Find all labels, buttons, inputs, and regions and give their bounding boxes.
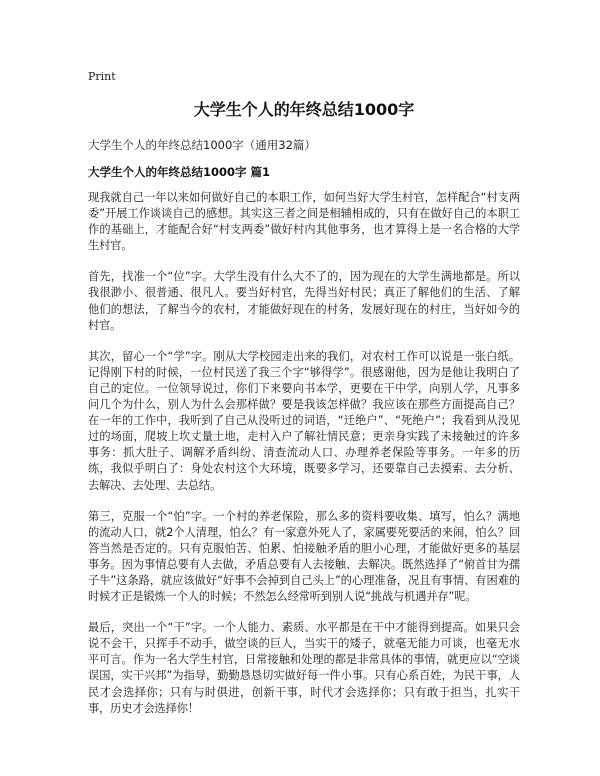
- section-heading: 大学生个人的年终总结1000字 篇1: [88, 165, 271, 179]
- page-title: 大学生个人的年终总结1000字: [193, 100, 415, 119]
- paragraph-action: 最后，突出一个“干”字。一个人能力、素质、水平都是在干中才能得到提高。如果只会说不会干，只挥手不动手，做空谈的巨人，当实干的矮子，就毫无能力可谈，也毫无水平可言。作为一名大学生村官，日常接触和处理的都是非常具体的事情，就更应以“空谈误国，实干兴邦”为指导，勤勤恳恳切实做好每一件小事。只有心系百姓，为民干事，人民才会选择你；只有与时俱进，创新干事，时代才会选择你；只有敢于担当，扎实干事，历史才会选择你！: [88, 621, 520, 715]
- print-label[interactable]: Print: [88, 70, 116, 83]
- paragraph-learn: 其次，留心一个“学”字。刚从大学校园走出来的我们，对农村工作可以说是一张白纸。记得刚下村的时候，一位村民送了我三个字“够得学”。很感谢他，因为是他让我明白了自己的定位。一位领导说过，你们下来要向书本学，更要在干中学，向别人学，凡事多问几个为什么，别人为什么会那样做？要是我该怎样做？我应该在那些方面提高自己？在一年的工作中，我听到了自己从没听过的词语，“迁绝户”、“死绝户”；我看到从没见过的场面，爬坡上坎丈量土地，走村入户了解社情民意；更亲身实践了未接触过的许多事务：抓大肚子、调解矛盾纠纷、清查流动人口、办理养老保险等事务。一年多的历练，我似乎明白了：身处农村这个大环境，既要多学习，还要靠自己去摸索、去分析、去解决、去处理、去总结。: [88, 349, 520, 492]
- document-page: [88, 70, 520, 732]
- paragraph-intro: 现我就自己一年以来如何做好自己的本职工作，如何当好大学生村官，怎样配合“村支两委”开展工作谈谈自己的感想。其实这三者之间是相辅相成的，只有在做好自己的本职工作的基础上，才能配合好“村支两委”做好村内其他事务，也才算得上是一名合格的大学生村官。: [88, 191, 520, 253]
- document-subtitle: 大学生个人的年终总结1000字（通用32篇）: [88, 138, 316, 152]
- paragraph-position: 首先，找准一个“位”字。大学生没有什么大不了的，因为现在的大学生满地都是。所以我很渺小、很普通、很凡人。要当好村官，先得当好村民；真正了解他们的生活、了解他们的想法，了解当今的农村，才能做好现在的村务，发展好现在的村庄，当好如今的村官。: [88, 270, 520, 332]
- paragraph-fear: 第三，克服一个“怕”字。一个村的养老保险，那么多的资料要收集、填写，怕么？满地的流动人口，就2个人清理，怕么？有一家意外死人了，家属要死要活的来闹，怕么？回答当然是否定的。只有克服怕苦、怕累、怕接触矛盾的胆小心理，才能做好更多的基层事务。因为事情总要有人去做，矛盾总要有人去接触、去解决。既然选择了“俯首甘为孺子牛”这条路，就应该做好“好事不会掉到自己头上”的心理准备，况且有事情、有困难的时候才正是锻炼一个人的时候；不然怎么经常听到别人说“挑战与机遇并存”呢。: [88, 509, 520, 604]
